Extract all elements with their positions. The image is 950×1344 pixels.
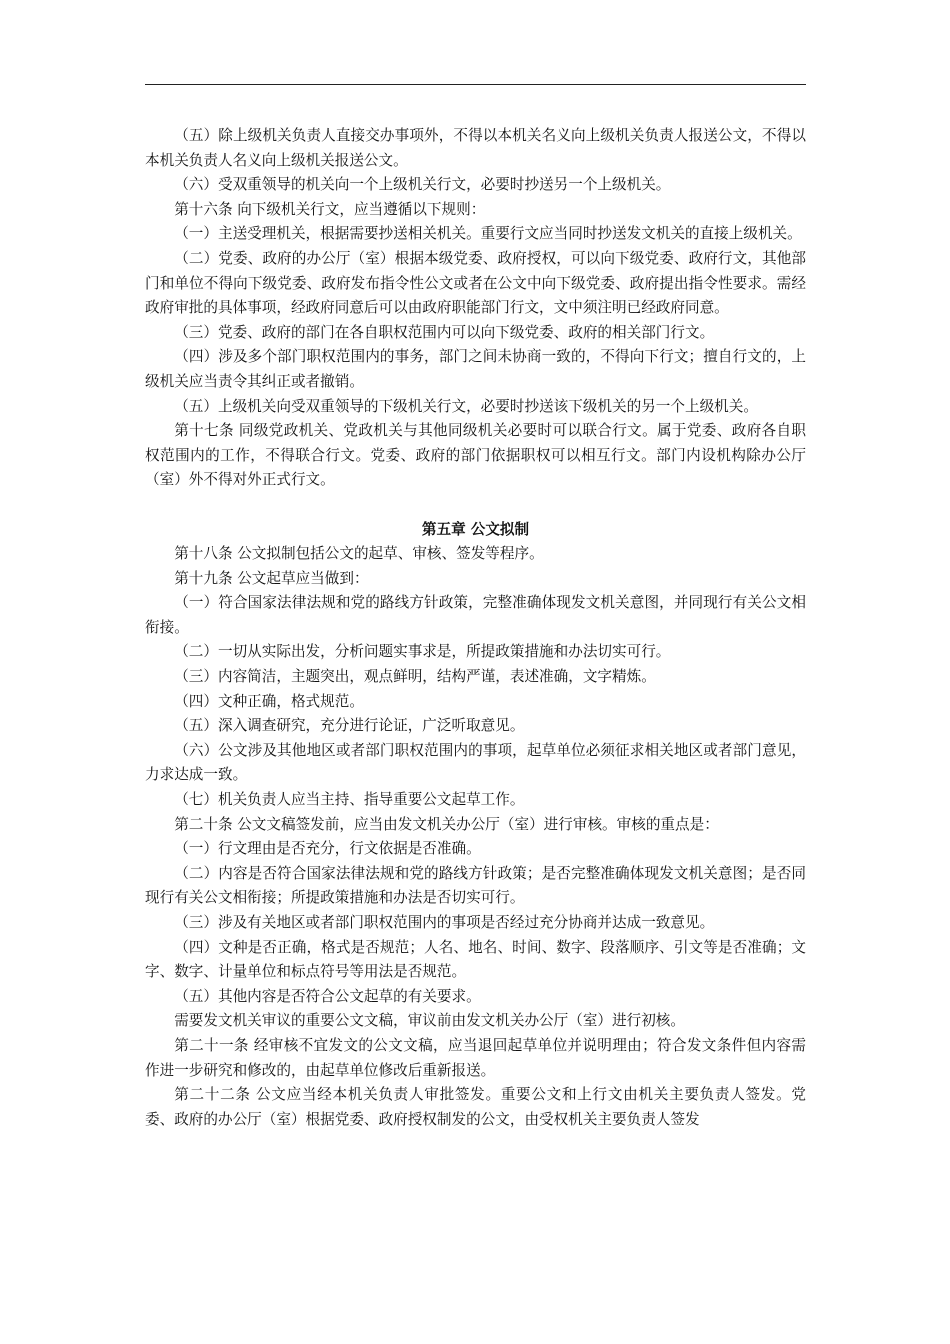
article-18: 第十八条 公文拟制包括公文的起草、审核、签发等程序。 (174, 545, 544, 563)
chapter-title: 第五章 公文拟制 (421, 520, 530, 538)
paragraph: （三）涉及有关地区或者部门职权范围内的事项是否经过充分协商并达成一致意见。 (174, 914, 715, 931)
paragraph: （四）文种正确，格式规范。 (174, 692, 364, 710)
paragraph: （四）文种是否正确，格式是否规范；人名、地名、时间、数字、段落顺序、引文等是否准确；文字、数字、计量单位和标点符号等用法是否规范。 (145, 938, 806, 981)
paragraph: （五）深入调查研究，充分进行论证，广泛听取意见。 (174, 717, 525, 735)
article-21: 第二十一条 经审核不宜发文的公文文稿，应当退回起草单位并说明理由；符合发文条件但内容需作进一步研究和修改的，由起草单位修改后重新报送。 (145, 1036, 806, 1079)
paragraph: （五）其他内容是否符合公文起草的有关要求。 (174, 987, 481, 1005)
paragraph: （一）符合国家法律法规和党的路线方针政策，完整准确体现发文机关意图，并同现行有关公文相衔接。 (145, 594, 806, 636)
paragraph: 需要发文机关审议的重要公文文稿，审议前由发文机关办公厅（室）进行初核。 (174, 1012, 685, 1030)
paragraph: （三）党委、政府的部门在各自职权范围内可以向下级党委、政府的相关部门行文。 (174, 323, 715, 341)
paragraph: （二）内容是否符合国家法律法规和党的路线方针政策；是否完整准确体现发文机关意图；是否同现行有关公文相衔接；所提政策措施和办法是否切实可行。 (145, 864, 806, 907)
article-22: 第二十二条 公文应当经本机关负责人审批签发。重要公文和上行文由机关主要负责人签发。党委、政府的办公厅（室）根据党委、政府授权制发的公文，由受权机关主要负责人签发 (145, 1086, 806, 1128)
article-19: 第十九条 公文起草应当做到： (174, 569, 369, 587)
paragraph: （四）涉及多个部门职权范围内的事务，部门之间未协商一致的，不得向下行文；擅自行文的，上级机关应当责令其纠正或者撤销。 (145, 348, 806, 390)
document-body (145, 124, 806, 1132)
paragraph: （六）受双重领导的机关向一个上级机关行文，必要时抄送另一个上级机关。 (174, 176, 671, 194)
paragraph: （二）党委、政府的办公厅（室）根据本级党委、政府授权，可以向下级党委、政府行文，其他部门和单位不得向下级党委、政府发布指令性公文或者在公文中向下级党委、政府提出指令性要求。需经政府审批的具体事项，经政府同意后可以由政府职能部门行文，文中须注明已经政府同意。 (145, 249, 806, 317)
paragraph: （三）内容简洁，主题突出，观点鲜明，结构严谨，表述准确，文字精炼。 (174, 668, 656, 686)
paragraph: （六）公文涉及其他地区或者部门职权范围内的事项，起草单位必须征求相关地区或者部门意见，力求达成一致。 (145, 741, 806, 784)
article-17: 第十七条 同级党政机关、党政机关与其他同级机关必要时可以联合行文。属于党委、政府各自职权范围内的工作，不得联合行文。党委、政府的部门依据职权可以相互行文。部门内设机构除办公厅（室）外不得对外正式行文。 (145, 422, 806, 489)
paragraph: （五）除上级机关负责人直接交办事项外，不得以本机关名义向上级机关负责人报送公文，不得以本机关负责人名义向上级机关报送公文。 (145, 127, 806, 169)
article-16: 第十六条 向下级机关行文，应当遵循以下规则： (174, 200, 486, 218)
paragraph: （一）主送受理机关，根据需要抄送相关机关。重要行文应当同时抄送发文机关的直接上级机关。 (174, 225, 802, 243)
paragraph: （一）行文理由是否充分，行文依据是否准确。 (174, 840, 481, 858)
paragraph: （二）一切从实际出发，分析问题实事求是，所提政策措施和办法切实可行。 (174, 643, 671, 661)
paragraph: （五）上级机关向受双重领导的下级机关行文，必要时抄送该下级机关的另一个上级机关。 (174, 397, 758, 415)
article-20: 第二十条 公文文稿签发前，应当由发文机关办公厅（室）进行审核。审核的重点是： (174, 815, 719, 833)
paragraph: （七）机关负责人应当主持、指导重要公文起草工作。 (174, 791, 525, 809)
header-rule (145, 84, 806, 85)
